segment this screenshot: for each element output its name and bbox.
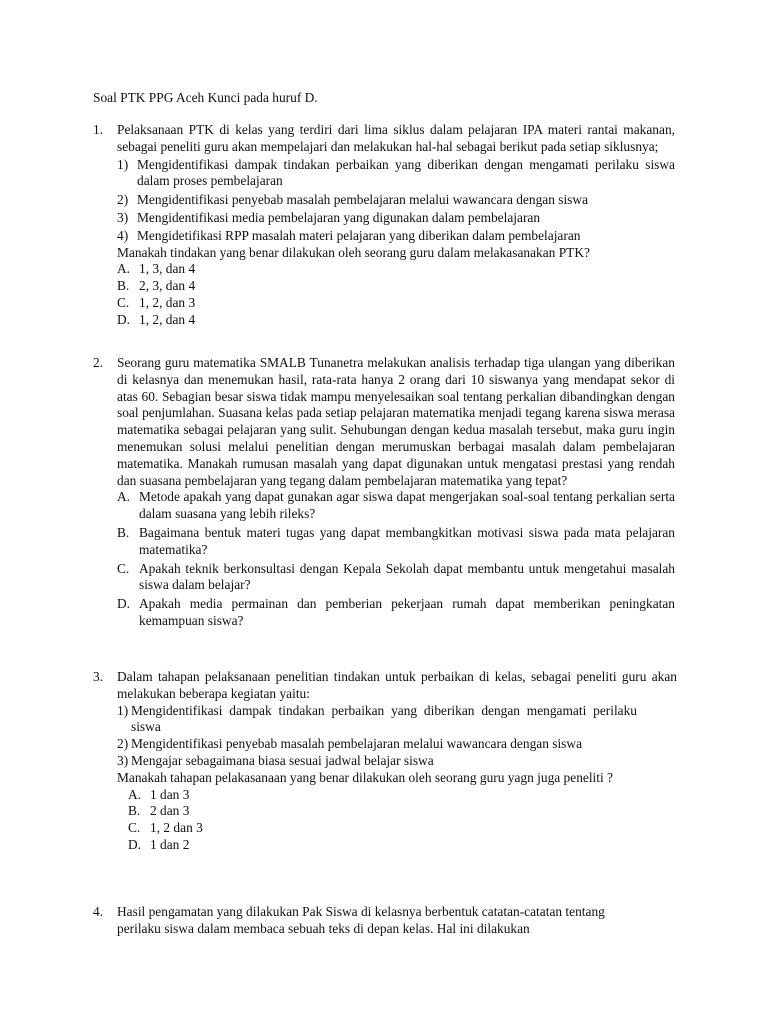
option-text: 2, 3, dan 4 [139,278,196,294]
option-text: 1 dan 3 [150,786,190,802]
answer-options [117,261,675,328]
option-text: 1, 2, dan 4 [139,311,196,327]
question-3 [93,669,675,854]
question-stem: Hasil pengamatan yang dilakukan Pak Siswa di kelasnya berbentuk catatan-catatan tentang perilaku siswa dalam membaca sebuah teks di depan kelas. Hal ini dilakukan [117,904,605,936]
option-label: C. [128,820,141,836]
document-title: Soal PTK PPG Aceh Kunci pada huruf D. [93,90,318,105]
answer-option-a[interactable] [117,261,675,278]
question-prompt: Manakah tahapan pelakasanaan yang benar dilakukan oleh seorang guru yagn juga peneliti ? [117,769,614,785]
statement-text: Mengidentifikasi penyebab masalah pembelajaran melalui wawancara dengan siswa [137,192,589,208]
option-text: 2 dan 3 [150,803,190,819]
statement-text: Mengidentifikasi dampak tindakan perbaikan yang diberikan dengan mengamati perilaku siswa [131,702,637,735]
question-number: 2. [93,355,104,370]
option-text: Bagaimana bentuk materi tugas yang dapat membangkitkan motivasi siswa pada mata pelajaran matematika? [139,524,675,557]
answer-option-d[interactable] [117,312,675,329]
option-label: A. [128,786,142,802]
answer-option-c[interactable] [128,820,675,837]
question-number: 4. [93,904,104,919]
statement-label: 1) [117,156,129,172]
option-label: B. [117,524,130,540]
statement-item [117,192,675,209]
statement-list [117,157,675,245]
statement-item [117,157,675,191]
statement-item [117,228,675,245]
option-label: C. [117,294,130,310]
answer-options [128,787,675,854]
option-label: D. [117,311,131,327]
statement-item [117,753,637,770]
answer-option-d[interactable] [128,837,675,854]
answer-option-d[interactable] [117,596,675,630]
statement-list [117,703,637,770]
question-4 [93,904,675,938]
option-label: C. [117,560,130,576]
answer-option-b[interactable] [117,525,675,559]
option-text: Apakah media permainan dan pemberian pekerjaan rumah dapat memberikan peningkatan kemampuan siswa? [139,596,675,628]
statement-label: 2) [117,736,129,752]
question-number: 1. [93,122,104,137]
answer-option-c[interactable] [117,561,675,595]
statement-text: Mengidentifikasi penyebab masalah pembelajaran melalui wawancara dengan siswa [131,736,583,752]
option-text: 1 dan 2 [150,836,190,852]
statement-label: 2) [117,192,129,208]
answer-option-a[interactable] [117,489,675,523]
answer-options [117,489,675,629]
statement-label: 4) [117,227,129,243]
question-stem: Seorang guru matematika SMALB Tunanetra melakukan analisis terhadap tiga ulangan yang diberikan di kelasnya dan menemukan hasil, rata-rata hanya 2 orang dari 10 siswanya yang mendapat sekor di atas 60. Sebagian besar siswa tidak mampu menyelesaikan soal tentang perkalian dibandingkan dengan soal penjumlahan. Suasana kelas pada setiap pelajaran matematika menjadi tegang karena siswa merasa matematika sebagai pelajaran yang sulit. Sehubungan dengan kedua masalah tersebut, maka guru ingin menemukan solusi melalui penelitian dengan merumuskan berbagai masalah dalam pembelajaran matematika. Manakah rumusan masalah yang dapat digunakan untuk mengatasi prestasi yang rendah dan suasana pembelajaran yang tegang dalam pembelajaran matematika yang tepat? [117,355,675,488]
question-stem: Pelaksanaan PTK di kelas yang terdiri dari lima siklus dalam pelajaran IPA materi rantai makanan, sebagai peneliti guru akan mempelajari dan melakukan hal-hal sebagai berikut pada setiap siklusnya; [117,122,675,154]
option-label: B. [117,278,130,294]
statement-item [117,703,637,737]
question-2 [93,355,675,630]
question-stem: Dalam tahapan pelaksanaan penelitian tindakan untuk perbaikan di kelas, sebagai peneliti guru akan melakukan beberapa kegiatan yaitu: [117,669,677,701]
statement-item [117,736,637,753]
statement-label: 3) [117,209,129,225]
question-1 [93,122,675,329]
option-label: A. [117,261,131,277]
question-number: 3. [93,669,104,684]
statement-text: Mengajar sebagaimana biasa sesuai jadwal belajar siswa [131,752,434,768]
option-text: 1, 2, dan 3 [139,294,196,310]
option-text: Metode apakah yang dapat gunakan agar siswa dapat mengerjakan soal-soal tentang perkalian serta dalam suasana yang lebih rileks? [139,489,675,522]
answer-option-b[interactable] [117,278,675,295]
statement-text: Mengidetifikasi RPP masalah materi pelajaran yang diberikan dalam pembelajaran [137,227,581,243]
answer-option-c[interactable] [117,295,675,312]
option-text: Apakah teknik berkonsultasi dengan Kepala Sekolah dapat membantu untuk mengetahui masalah siswa dalam belajar? [139,560,675,593]
answer-option-b[interactable] [128,803,675,820]
statement-label: 3) [117,752,129,768]
option-label: D. [117,596,131,612]
statement-text: Mengidentifikasi dampak tindakan perbaikan yang diberikan dengan mengamati perilaku siswa dalam proses pembelajaran [137,156,675,189]
statement-text: Mengidentifikasi media pembelajaran yang digunakan dalam pembelajaran [137,209,541,225]
option-label: D. [128,836,142,852]
question-prompt: Manakah tindakan yang benar dilakukan oleh seorang guru dalam melakasanakan PTK? [117,244,590,260]
option-label: A. [117,489,131,505]
option-text: 1, 3, dan 4 [139,261,196,277]
statement-label: 1) [117,702,129,718]
answer-option-a[interactable] [128,787,675,804]
option-text: 1, 2 dan 3 [150,820,203,836]
statement-item [117,210,675,227]
option-label: B. [128,803,141,819]
